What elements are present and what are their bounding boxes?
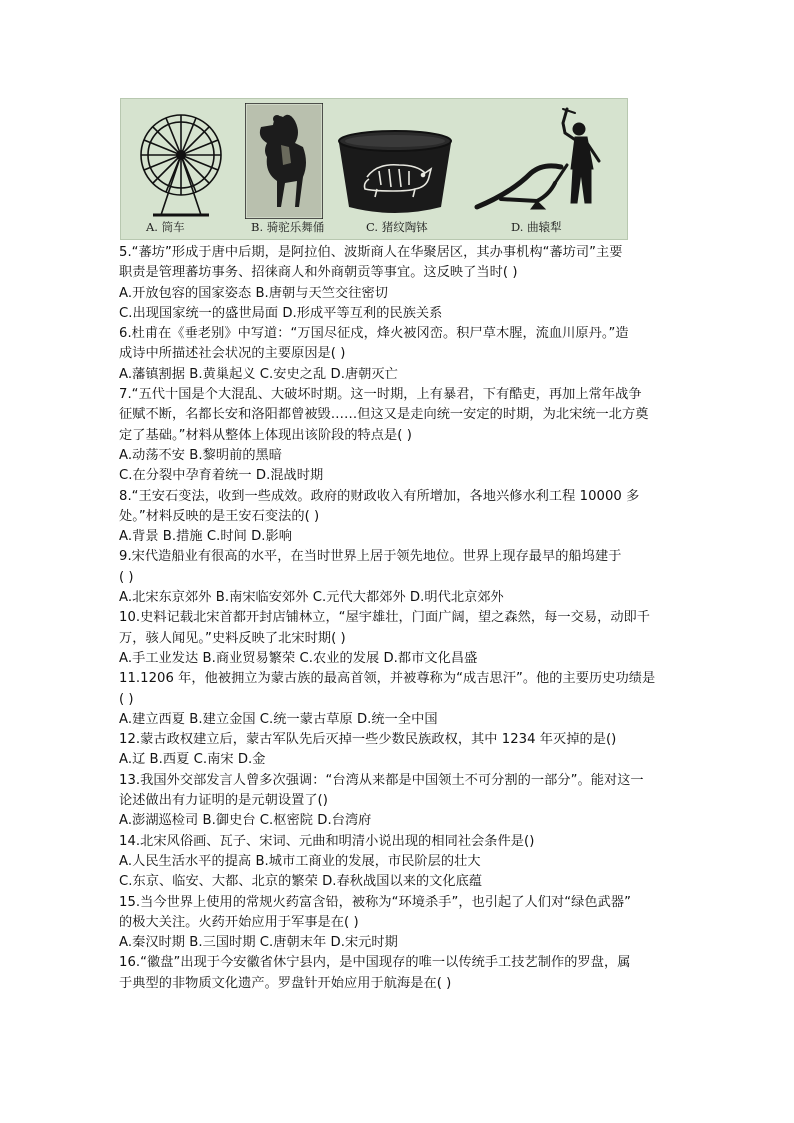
picture-strip [120,98,628,240]
caption-d: D. 曲辕犁 [511,220,562,234]
text-line: ( ) [119,691,134,707]
text-line: ( ) [119,569,134,585]
text-line: A.手工业发达 B.商业贸易繁荣 C.农业的发展 D.都市文化昌盛 [119,650,478,666]
text-line: 征赋不断，名都长安和洛阳都曾被毁……但这又是走向统一安定的时期，为北宋统一北方奠 [119,407,649,423]
text-line: 16.“徽盘”出现于今安徽省休宁县内，是中国现存的唯一以传统手工技艺制作的罗盘，属 [119,955,631,971]
text-line: 5.“蕃坊”形成于唐中后期，是阿拉伯、波斯商人在华聚居区，其办事机构“蕃坊司”主要 [119,245,623,260]
text-line: 15.当今世界上使用的常规火药富含铅，被称为“环境杀手”，也引起了人们对“绿色武器” [119,894,631,910]
text-line: 定了基础。”材料从整体上体现出该阶段的特点是( ) [119,427,412,443]
text-line: 10.史料记载北宋首都开封店铺林立，“屋宇雄壮，门面广阔，望之森然，每一交易，动即千 [119,610,651,626]
curved-plough-image [471,103,621,219]
text-line: 8.“王安石变法，收到一些成效。政府的财政收入有所增加，各地兴修水利工程 10000 多 [119,488,640,504]
question-text [119,243,679,994]
text-line: 7.“五代十国是个大混乱、大破坏时期。这一时期，上有暴君，下有酷吏，再加上常年战争 [119,387,642,403]
text-line: A.北宋东京郊外 B.南宋临安郊外 C.元代大都郊外 D.明代北京郊外 [119,590,504,606]
text-line: 11.1206 年，他被拥立为蒙古族的最高首领，并被尊称为“成吉思汗”。他的主要历史功绩是 [119,671,656,687]
text-line: 成诗中所描述社会状况的主要原因是( ) [119,346,346,362]
text-line: 于典型的非物质文化遗产。罗盘针开始应用于航海是在( ) [119,975,452,991]
text-line: A.澎湖巡检司 B.御史台 C.枢密院 D.台湾府 [119,813,372,829]
text-line: 职责是管理蕃坊事务、招徕商人和外商朝贡等事宜。这反映了当时( ) [119,265,518,281]
text-line: 13.我国外交部发言人曾多次强调：“台湾从来都是中国领土不可分割的一部分”。能对这一 [119,772,644,788]
text-line: A.动荡不安 B.黎明前的黑暗 [119,447,283,463]
text-line: 的极大关注。火药开始应用于军事是在( ) [119,914,359,930]
text-line: 6.杜甫在《垂老别》中写道：“万国尽征戍，烽火被冈峦。积尸草木腥，流血川原丹。”造 [119,326,629,342]
text-line: A.开放包容的国家姿态 B.唐朝与天竺交往密切 [119,285,388,301]
text-line: A.背景 B.措施 C.时间 D.影响 [119,529,292,545]
text-line: 9.宋代造船业有很高的水平，在当时世界上居于领先地位。世界上现存最早的船坞建于 [119,549,622,565]
caption-c: C. 猪纹陶钵 [366,220,428,234]
camel-figurine-image [245,103,323,219]
text-line: A.秦汉时期 B.三国时期 C.唐朝末年 D.宋元时期 [119,935,398,951]
pottery-bowl-image [333,103,457,219]
water-wheel-image [131,103,231,219]
caption-b: B. 骑驼乐舞俑 [251,220,325,234]
text-line: C.东京、临安、大都、北京的繁荣 D.春秋战国以来的文化底蕴 [119,874,483,890]
caption-a: A. 筒车 [146,220,185,234]
text-line: 处。”材料反映的是王安石变法的( ) [119,508,320,524]
text-line: C.出现国家统一的盛世局面 D.形成平等互利的民族关系 [119,305,443,321]
text-line: A.建立西夏 B.建立金国 C.统一蒙古草原 D.统一全中国 [119,711,438,727]
text-line: A.辽 B.西夏 C.南宋 D.金 [119,752,266,768]
text-line: C.在分裂中孕育着统一 D.混战时期 [119,468,324,484]
text-line: A.人民生活水平的提高 B.城市工商业的发展，市民阶层的壮大 [119,853,481,869]
text-line: 14.北宋风俗画、瓦子、宋词、元曲和明清小说出现的相同社会条件是() [119,833,535,849]
text-line: 万，骇人闻见。”史料反映了北宋时期( ) [119,630,346,646]
text-line: 12.蒙古政权建立后，蒙古军队先后灭掉一些少数民族政权，其中 1234 年灭掉的是() [119,732,617,748]
text-line: 论述做出有力证明的是元朝设置了() [119,793,328,809]
text-line: A.藩镇割据 B.黄巢起义 C.安史之乱 D.唐朝灭亡 [119,366,398,382]
